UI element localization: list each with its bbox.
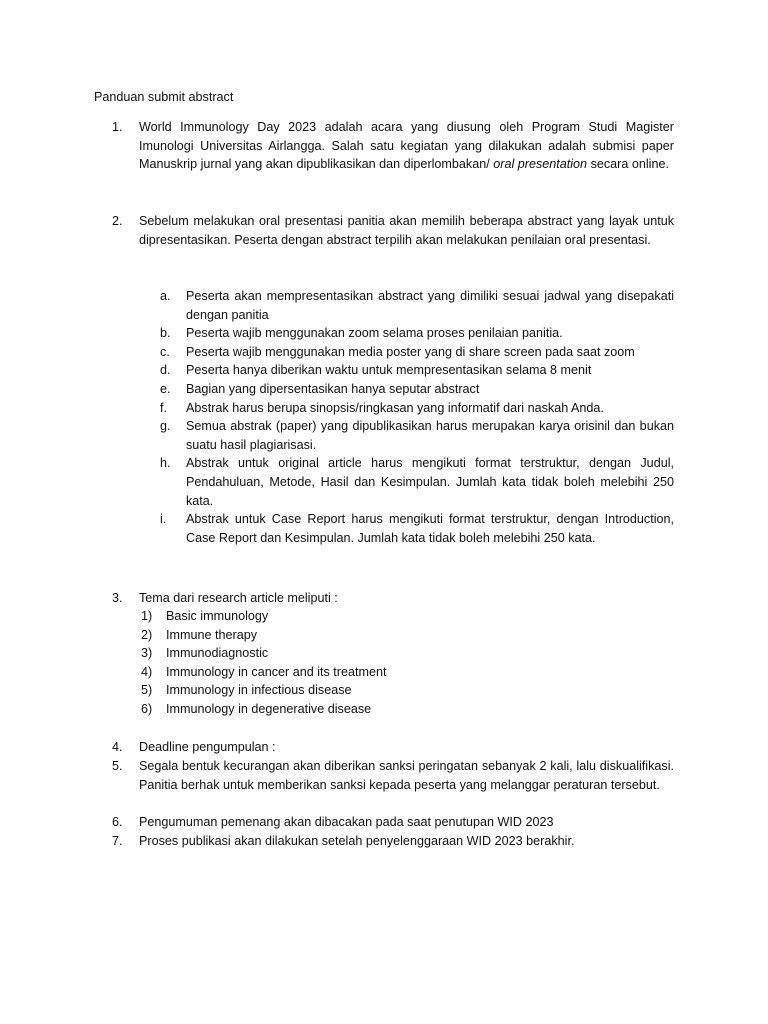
item-number: 2. xyxy=(112,214,123,228)
document-title: Panduan submit abstract xyxy=(94,90,234,104)
sub-item-letter: e. xyxy=(160,381,171,396)
sub-item-text: Semua abstrak (paper) yang dipublikasikan harus merupakan karya orisinil dan bukan suatu hasil plagiarisasi. xyxy=(186,419,674,452)
topic-number: 5) xyxy=(141,683,153,698)
item-text: Tema dari research article meliputi : xyxy=(139,591,338,605)
sub-item xyxy=(160,361,674,380)
item-text-part: World Immunology Day 2023 adalah acara yang diusung oleh Program Studi Magister Imunologi Universitas Airlangga. Salah satu kegiatan yang dilakukan adalah submisi paper Manuskrip jurnal yang akan dipublikasikan dan diperlombakan/ xyxy=(139,120,674,172)
item-text: Pengumuman pemenang akan dibacakan pada saat penutupan WID 2023 xyxy=(139,815,554,829)
item-number: 6. xyxy=(112,815,123,829)
sub-item-letter: i. xyxy=(160,512,167,527)
item-number: 5. xyxy=(112,759,123,773)
topic-item xyxy=(141,681,521,700)
topic-item xyxy=(141,644,521,663)
topic-list xyxy=(141,607,521,719)
topic-number: 2) xyxy=(141,627,153,642)
sub-item-letter: f. xyxy=(160,400,167,415)
item-text: Proses publikasi akan dilakukan setelah penyelenggaraan WID 2023 berakhir. xyxy=(139,834,575,848)
list-item-2 xyxy=(112,212,674,249)
topic-item xyxy=(141,700,521,719)
sub-item xyxy=(160,287,674,324)
list-item-4 xyxy=(112,738,674,757)
sub-item xyxy=(160,417,674,454)
topic-text: Basic immunology xyxy=(166,609,269,623)
sub-item-letter: d. xyxy=(160,363,171,378)
sub-item xyxy=(160,324,674,343)
sub-item-text: Abstrak untuk original article harus mengikuti format terstruktur, dengan Judul, Pendahuluan, Metode, Hasil dan Kesimpulan. Jumlah kata tidak boleh melebihi 250 kata. xyxy=(186,456,674,508)
sub-item-text: Peserta wajib menggunakan media poster yang di share screen pada saat zoom xyxy=(186,344,635,359)
sub-item-text: Peserta wajib menggunakan zoom selama proses penilaian panitia. xyxy=(186,326,563,341)
sub-item xyxy=(160,380,674,399)
topic-text: Immunology in degenerative disease xyxy=(166,701,372,716)
item-number: 7. xyxy=(112,834,123,848)
sub-item-letter: c. xyxy=(160,344,170,359)
sub-item-letter: h. xyxy=(160,456,171,471)
topic-text: Immunology in cancer and its treatment xyxy=(166,664,387,679)
sub-item-letter: g. xyxy=(160,419,171,434)
list-item-7 xyxy=(112,832,674,851)
topic-number: 4) xyxy=(141,664,153,679)
list-item-5 xyxy=(112,757,674,794)
item-text: Deadline pengumpulan : xyxy=(139,740,276,754)
list-item-1 xyxy=(112,118,674,174)
item-text-part: secara online. xyxy=(587,157,669,172)
item-number: 4. xyxy=(112,740,123,754)
sub-item xyxy=(160,399,674,418)
item-number: 1. xyxy=(112,120,123,134)
topic-text: Immunodiagnostic xyxy=(166,646,269,661)
topic-number: 3) xyxy=(141,646,153,661)
sub-list xyxy=(160,287,674,547)
topic-item xyxy=(141,626,521,645)
sub-item xyxy=(160,510,674,547)
sub-item-text: Bagian yang dipersentasikan hanya seputar abstract xyxy=(186,381,480,396)
sub-item xyxy=(160,343,674,362)
topic-text: Immunology in infectious disease xyxy=(166,683,352,698)
list-item-6 xyxy=(112,813,674,832)
sub-item-letter: a. xyxy=(160,289,171,303)
topic-number: 1) xyxy=(141,609,153,623)
item-text-italic: oral presentation xyxy=(493,157,588,172)
topic-item xyxy=(141,663,521,682)
item-number: 3. xyxy=(112,591,123,605)
item-text xyxy=(139,118,674,174)
topic-number: 6) xyxy=(141,701,153,716)
sub-item-text: Peserta akan mempresentasikan abstract yang dimiliki sesuai jadwal yang disepakati dengan panitia xyxy=(186,289,674,322)
topic-text: Immune therapy xyxy=(166,627,257,642)
list-item-3 xyxy=(112,589,674,608)
sub-item-letter: b. xyxy=(160,326,171,341)
sub-item xyxy=(160,454,674,510)
sub-item-text: Abstrak untuk Case Report harus mengikuti format terstruktur, dengan Introduction, Case Report dan Kesimpulan. Jumlah kata tidak boleh melebihi 250 kata. xyxy=(186,512,674,545)
sub-item-text: Peserta hanya diberikan waktu untuk mempresentasikan selama 8 menit xyxy=(186,363,592,378)
item-text: Segala bentuk kecurangan akan diberikan sanksi peringatan sebanyak 2 kali, lalu diskualifikasi. Panitia berhak untuk memberikan sanksi kepada peserta yang melanggar peraturan tersebut. xyxy=(139,759,674,792)
topic-item xyxy=(141,607,521,626)
item-text: Sebelum melakukan oral presentasi panitia akan memilih beberapa abstract yang layak untuk dipresentasikan. Peserta dengan abstract terpilih akan melakukan penilaian oral presentasi. xyxy=(139,214,674,247)
sub-item-text: Abstrak harus berupa sinopsis/ringkasan yang informatif dari naskah Anda. xyxy=(186,400,604,415)
